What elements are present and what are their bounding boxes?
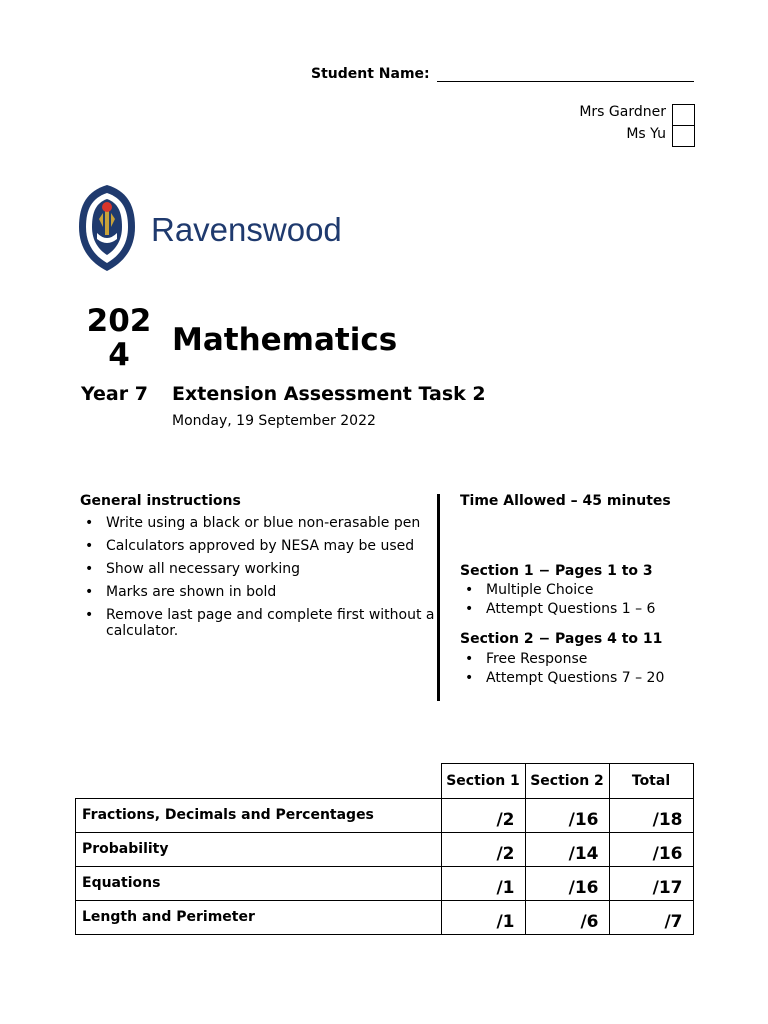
topic-cell: Fractions, Decimals and Percentages — [76, 799, 442, 833]
exam-year: 2024 — [86, 303, 152, 373]
section2-list — [460, 650, 664, 688]
instructions-heading: General instructions — [80, 493, 241, 509]
instruction-item: • Show all necessary working — [80, 561, 440, 577]
teacher-label-gardner: Mrs Gardner — [579, 104, 666, 120]
section1-item: • Multiple Choice — [460, 581, 655, 600]
topic-cell: Equations — [76, 867, 442, 901]
instruction-item: • Remove last page and complete first without a calculator. — [80, 607, 440, 639]
header-total: Total — [609, 764, 693, 799]
subject-title: Mathematics — [172, 322, 398, 358]
mark-cell: /14 — [525, 833, 609, 867]
table-row — [76, 799, 694, 833]
section1-list — [460, 581, 655, 619]
year-level: Year 7 — [81, 383, 148, 405]
time-allowed: Time Allowed – 45 minutes — [460, 493, 671, 509]
section1-item: • Attempt Questions 1 – 6 — [460, 600, 655, 619]
table-row — [76, 833, 694, 867]
section2-item: • Free Response — [460, 650, 664, 669]
mark-cell: /2 — [441, 833, 525, 867]
header-section-2: Section 2 — [525, 764, 609, 799]
school-logo — [75, 183, 345, 273]
mark-cell: /1 — [441, 867, 525, 901]
header-section-1: Section 1 — [441, 764, 525, 799]
student-name-field[interactable] — [437, 81, 694, 82]
column-divider — [437, 494, 440, 701]
section2-item: • Attempt Questions 7 – 20 — [460, 669, 664, 688]
teacher-label-yu: Ms Yu — [626, 126, 666, 142]
topic-cell: Probability — [76, 833, 442, 867]
section2-heading: Section 2 − Pages 4 to 11 — [460, 631, 663, 647]
logo-wordmark: Ravenswood — [151, 211, 342, 248]
student-name-label: Student Name: — [311, 66, 430, 82]
exam-date: Monday, 19 September 2022 — [172, 413, 376, 429]
mark-cell: /2 — [441, 799, 525, 833]
school-crest-icon — [75, 183, 345, 273]
marks-table — [75, 763, 694, 935]
mark-cell: /1 — [441, 901, 525, 935]
teacher-checkbox-gardner[interactable] — [672, 104, 695, 126]
instruction-item: • Write using a black or blue non‐erasable pen — [80, 515, 440, 531]
task-title: Extension Assessment Task 2 — [172, 383, 486, 405]
mark-cell: /6 — [525, 901, 609, 935]
mark-cell: /16 — [525, 799, 609, 833]
mark-cell: /16 — [609, 833, 693, 867]
instruction-item: • Marks are shown in bold — [80, 584, 440, 600]
mark-cell: /7 — [609, 901, 693, 935]
teacher-checkbox-yu[interactable] — [672, 125, 695, 147]
topic-cell: Length and Perimeter — [76, 901, 442, 935]
table-row — [76, 867, 694, 901]
section1-heading: Section 1 − Pages 1 to 3 — [460, 563, 653, 579]
mark-cell: /17 — [609, 867, 693, 901]
mark-cell: /16 — [525, 867, 609, 901]
table-row — [76, 901, 694, 935]
mark-cell: /18 — [609, 799, 693, 833]
instruction-item: • Calculators approved by NESA may be used — [80, 538, 440, 554]
instructions-list — [80, 515, 440, 646]
